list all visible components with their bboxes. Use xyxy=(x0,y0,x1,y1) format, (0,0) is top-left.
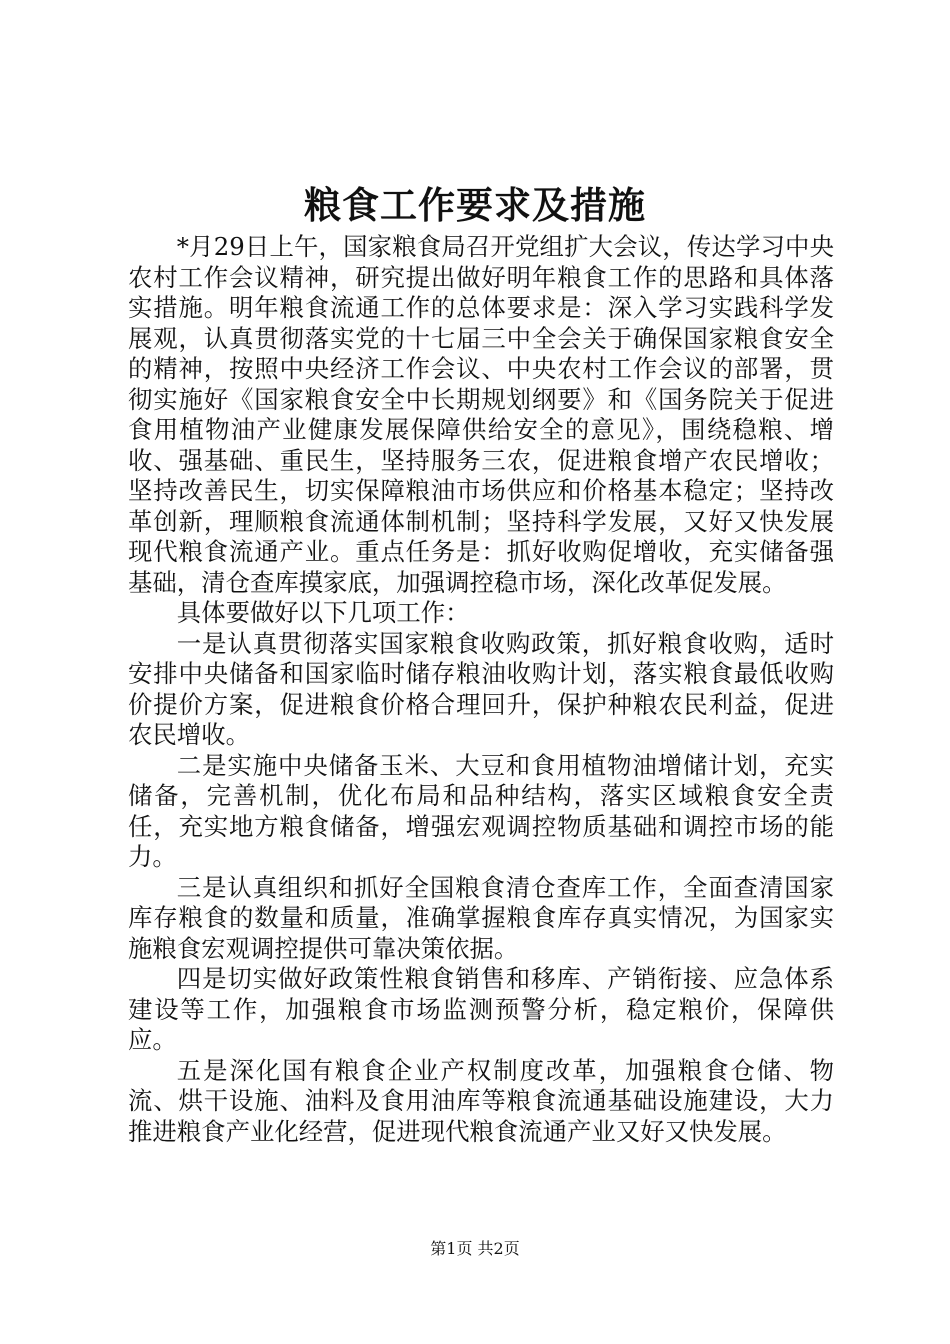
paragraph-item-5: 五是深化国有粮食企业产权制度改革，加强粮食仓储、物流、烘干设施、油料及食用油库等粮食流通基础设施建设，大力推进粮食产业化经营，促进现代粮食流通产业又好又快发展。 xyxy=(128,1055,834,1146)
page-number-footer: 第1页 共2页 xyxy=(430,1239,520,1258)
paragraph-item-3: 三是认真组织和抓好全国粮食清仓查库工作，全面查清国家库存粮食的数量和质量，准确掌握粮食库存真实情况，为国家实施粮食宏观调控提供可靠决策依据。 xyxy=(128,872,834,963)
paragraph-item-2: 二是实施中央储备玉米、大豆和食用植物油增储计划，充实储备，完善机制，优化布局和品种结构，落实区域粮食安全责任，充实地方粮食储备，增强宏观调控物质基础和调控市场的能力。 xyxy=(128,750,834,871)
document-body xyxy=(128,232,834,1147)
page-title: 粮食工作要求及措施 xyxy=(304,183,646,227)
paragraph-item-4: 四是切实做好政策性粮食销售和移库、产销衔接、应急体系建设等工作，加强粮食市场监测预警分析，稳定粮价，保障供应。 xyxy=(128,964,834,1054)
paragraph-intro: *月29日上午，国家粮食局召开党组扩大会议，传达学习中央农村工作会议精神，研究提出做好明年粮食工作的思路和具体落实措施。明年粮食流通工作的总体要求是：深入学习实践科学发展观，认真贯彻落实党的十七届三中全会关于确保国家粮食安全的精神，按照中央经济工作会议、中央农村工作会议的部署，贯彻实施好《国家粮食安全中长期规划纲要》和《国务院关于促进食用植物油产业健康发展保障供给安全的意见》，围绕稳粮、增收、强基础、重民生，坚持服务三农，促进粮食增产农民增收；坚持改善民生，切实保障粮油市场供应和价格基本稳定；坚持改革创新，理顺粮食流通体制机制；坚持科学发展，又好又快发展现代粮食流通产业。重点任务是：抓好收购促增收，充实储备强基础，清仓查库摸家底，加强调控稳市场，深化改革促发展。 xyxy=(128,232,834,597)
paragraph-item-1: 一是认真贯彻落实国家粮食收购政策，抓好粮食收购，适时安排中央储备和国家临时储存粮油收购计划，落实粮食最低收购价提价方案，促进粮食价格合理回升，保护种粮农民利益，促进农民增收。 xyxy=(128,628,834,749)
paragraph-work-list-heading: 具体要做好以下几项工作： xyxy=(176,598,470,627)
